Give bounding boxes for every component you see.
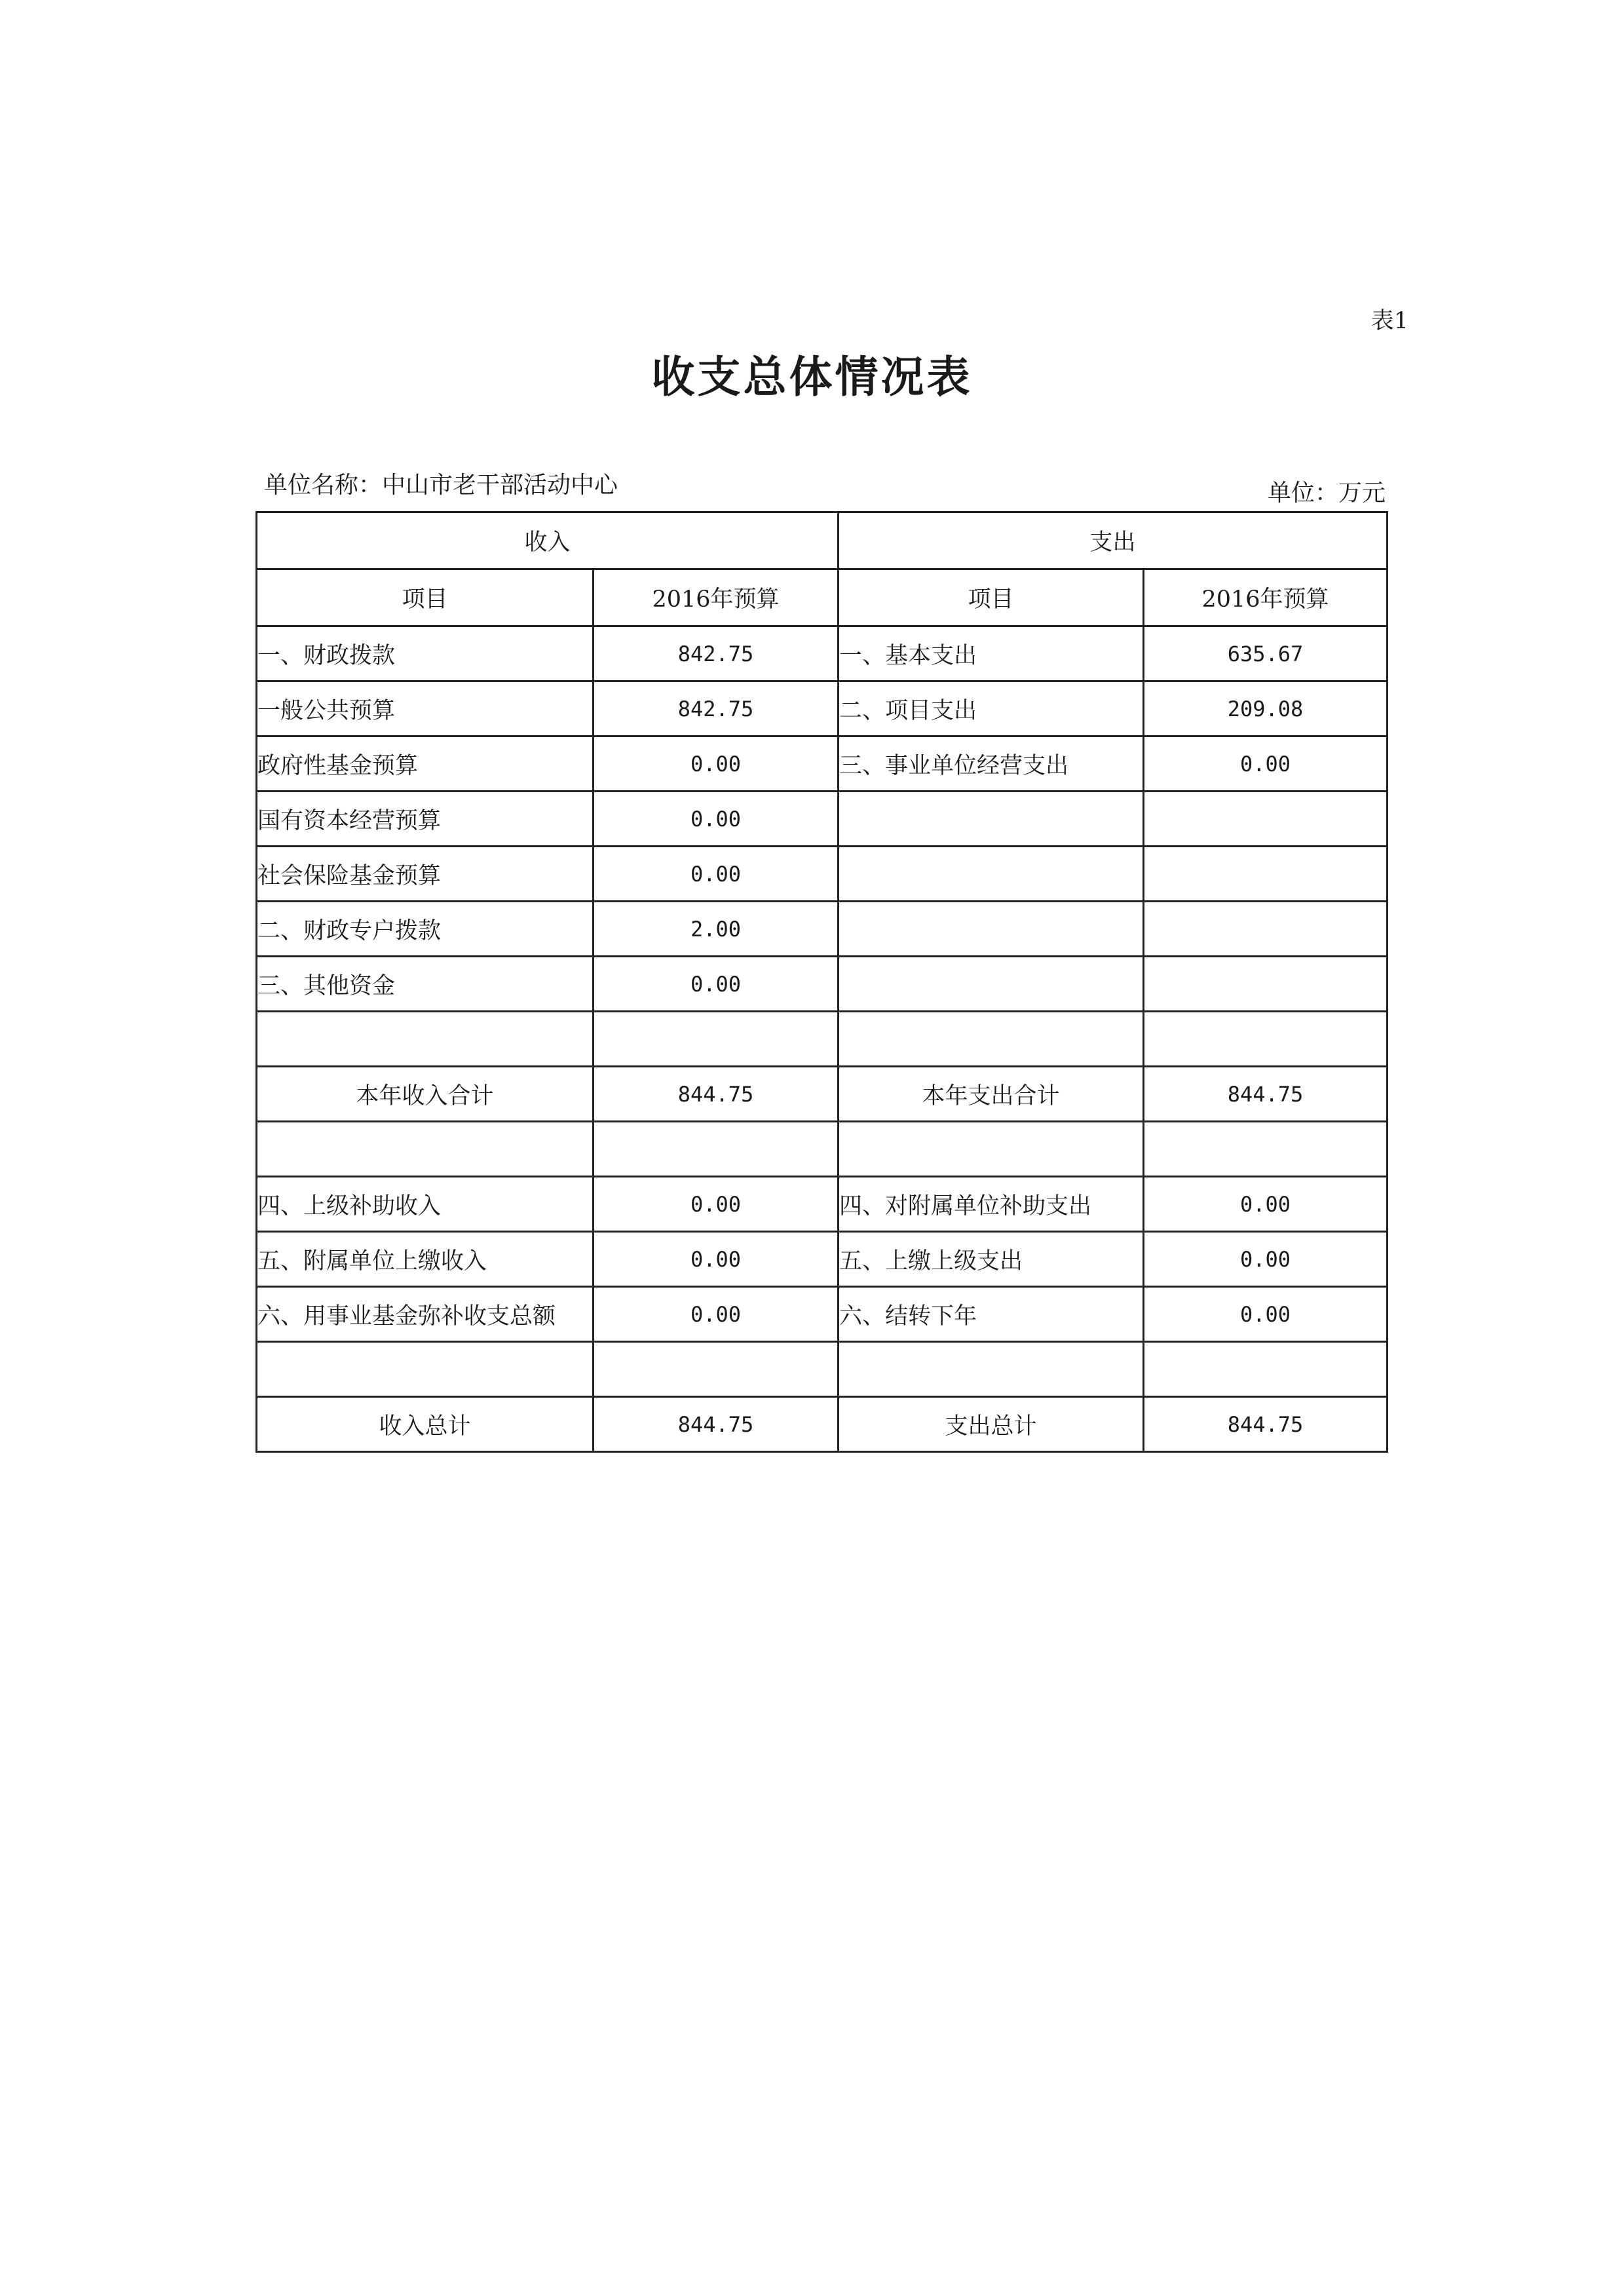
table-row [257,792,1388,847]
table-row-subtotal [257,1067,1388,1122]
table-row [257,681,1388,737]
income-total-label: 收入总计 [257,1397,594,1452]
expense-item-header: 项目 [839,569,1144,626]
expense-value: 0.00 [1144,1177,1388,1232]
income-item: 四、上级补助收入 [257,1177,594,1232]
table-row [257,957,1388,1012]
income-header: 收入 [257,512,839,569]
income-item: 六、用事业基金弥补收支总额 [257,1287,594,1342]
table-row [257,1232,1388,1287]
income-value [594,1012,839,1067]
table-row [257,847,1388,902]
expense-item [839,847,1144,902]
page-title: 收支总体情况表 [651,351,973,402]
income-budget-header: 2016年预算 [594,569,839,626]
income-value [594,1342,839,1397]
income-item: 国有资本经营预算 [257,792,594,847]
table-row-blank [257,1342,1388,1397]
expense-item [839,1012,1144,1067]
income-value: 0.00 [594,1177,839,1232]
expense-value [1144,1122,1388,1177]
expense-header: 支出 [839,512,1388,569]
income-item: 三、其他资金 [257,957,594,1012]
table-row [257,902,1388,957]
income-item [257,1122,594,1177]
income-subtotal-value: 844.75 [594,1067,839,1122]
income-subtotal-label: 本年收入合计 [257,1067,594,1122]
expense-item [839,1122,1144,1177]
table-row-total [257,1397,1388,1452]
income-item: 一、财政拨款 [257,626,594,681]
unit-name-line [264,467,618,500]
expense-total-label: 支出总计 [839,1397,1144,1452]
expense-value: 0.00 [1144,1287,1388,1342]
table-row-blank [257,1012,1388,1067]
expense-value: 209.08 [1144,681,1388,737]
income-value: 842.75 [594,681,839,737]
expense-subtotal-label: 本年支出合计 [839,1067,1144,1122]
table-row [257,737,1388,792]
income-value: 0.00 [594,792,839,847]
expense-item [839,792,1144,847]
income-item [257,1342,594,1397]
income-value [594,1122,839,1177]
income-item: 一般公共预算 [257,681,594,737]
expense-item: 二、项目支出 [839,681,1144,737]
income-value: 842.75 [594,626,839,681]
expense-item [839,902,1144,957]
expense-value [1144,1342,1388,1397]
table-row-blank [257,1122,1388,1177]
income-item: 二、财政专户拨款 [257,902,594,957]
expense-value [1144,847,1388,902]
income-item: 社会保险基金预算 [257,847,594,902]
income-value: 0.00 [594,1232,839,1287]
expense-budget-header: 2016年预算 [1144,569,1388,626]
table-header-row [257,512,1388,569]
expense-value: 0.00 [1144,737,1388,792]
expense-item [839,1342,1144,1397]
table-subheader-row [257,569,1388,626]
expense-item: 三、事业单位经营支出 [839,737,1144,792]
expense-item: 一、基本支出 [839,626,1144,681]
expense-item: 六、结转下年 [839,1287,1144,1342]
table-row [257,626,1388,681]
unit-value: 万元 [1338,480,1386,507]
unit-line [1268,474,1386,508]
expense-item: 五、上缴上级支出 [839,1232,1144,1287]
income-value: 0.00 [594,847,839,902]
income-item: 政府性基金预算 [257,737,594,792]
expense-item: 四、对附属单位补助支出 [839,1177,1144,1232]
unit-name: 中山市老干部活动中心 [382,472,618,499]
budget-table [255,511,1388,1453]
expense-value [1144,902,1388,957]
expense-subtotal-value: 844.75 [1144,1067,1388,1122]
income-item: 五、附属单位上缴收入 [257,1232,594,1287]
expense-value: 635.67 [1144,626,1388,681]
expense-total-value: 844.75 [1144,1397,1388,1452]
table-row [257,1177,1388,1232]
income-item [257,1012,594,1067]
expense-item [839,957,1144,1012]
income-value: 0.00 [594,957,839,1012]
expense-value [1144,1012,1388,1067]
income-total-value: 844.75 [594,1397,839,1452]
income-value: 2.00 [594,902,839,957]
income-item-header: 项目 [257,569,594,626]
unit-name-label: 单位名称： [264,472,383,499]
expense-value [1144,792,1388,847]
expense-value [1144,957,1388,1012]
income-value: 0.00 [594,1287,839,1342]
expense-value: 0.00 [1144,1232,1388,1287]
table-number: 表1 [1370,308,1408,334]
unit-label: 单位： [1267,480,1338,507]
table-row [257,1287,1388,1342]
income-value: 0.00 [594,737,839,792]
